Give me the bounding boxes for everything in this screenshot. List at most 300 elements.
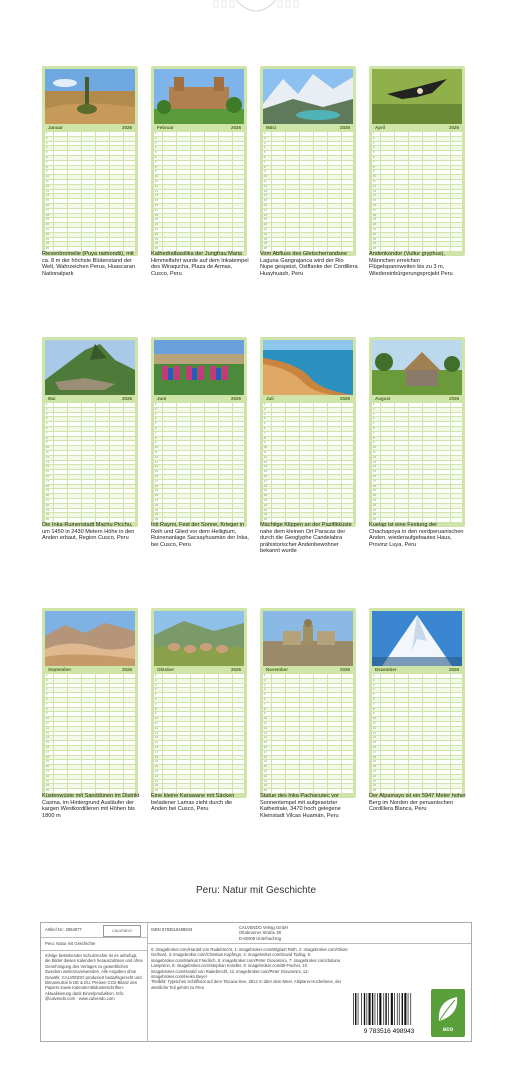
day-row: 23 [45,238,135,243]
day-row: 18 [263,485,353,490]
day-row: 23 [154,509,244,514]
month-header [45,124,135,131]
day-row: 14 [372,194,462,199]
day-row: 22 [263,504,353,509]
day-row: 12 [372,185,462,190]
day-row: 9 [372,441,462,446]
day-row: 11 [45,180,135,185]
month-header [263,124,353,131]
day-row: 21 [372,770,462,775]
day-row: 4 [45,417,135,422]
day-row: 18 [372,214,462,219]
day-row: 2 [372,408,462,413]
day-grid [263,674,353,794]
day-row: 22 [372,233,462,238]
day-row: 21 [263,770,353,775]
day-row: 24 [45,784,135,789]
day-row: 18 [263,756,353,761]
day-row: 21 [45,770,135,775]
day-row: 1 [263,674,353,679]
day-row: 9 [45,712,135,717]
day-row: 24 [263,242,353,247]
day-row: 2 [263,679,353,684]
day-row: 13 [263,461,353,466]
day-row: 8 [45,437,135,442]
day-row: 11 [45,451,135,456]
day-row: 4 [154,417,244,422]
day-row: 12 [263,456,353,461]
day-row: 7 [372,161,462,166]
month-year: 2026 [339,396,350,401]
day-row: 23 [372,780,462,785]
month-year: 2026 [448,396,459,401]
day-row: 11 [45,722,135,727]
day-row: 17 [154,751,244,756]
month-caption: Riesenbromelie (Puya raimondii), mit ca. 8 m der höchste Blütenstand der Welt, Wahrzeichen Perus, Huascaran Nationalpark [42,251,135,277]
day-row: 2 [263,137,353,142]
day-row: 18 [45,756,135,761]
barcode-number: 9 783516 498943 [363,1028,415,1035]
month-card-mai [42,337,138,527]
day-row: 13 [45,190,135,195]
day-row: 24 [154,242,244,247]
day-row: 19 [154,760,244,765]
day-grid [263,403,353,523]
month-name: Mai [48,396,56,401]
day-row: 14 [154,194,244,199]
month-header [372,124,462,131]
day-row: 5 [263,693,353,698]
month-photo [263,69,353,124]
day-row: 21 [45,499,135,504]
day-row: 16 [45,746,135,751]
day-row: 16 [45,475,135,480]
day-row: 6 [263,427,353,432]
day-row: 5 [45,422,135,427]
day-row: 1 [154,132,244,137]
day-row: 15 [154,741,244,746]
day-row: 9 [154,170,244,175]
day-row: 2 [263,408,353,413]
day-row: 11 [372,722,462,727]
day-row: 12 [45,456,135,461]
calendar-title: Peru: Natur mit Geschichte [195,885,317,896]
month-year: 2026 [121,667,132,672]
day-row: 6 [154,427,244,432]
day-row: 15 [45,470,135,475]
day-row: 24 [45,242,135,247]
day-row: 1 [372,674,462,679]
day-row: 1 [45,674,135,679]
day-row: 14 [45,194,135,199]
day-row: 11 [372,451,462,456]
day-row: 23 [372,509,462,514]
day-row: 20 [154,765,244,770]
month-header [372,666,462,673]
day-row: 23 [263,238,353,243]
day-row: 24 [45,513,135,518]
month-name: März [266,125,277,130]
day-row: 11 [154,722,244,727]
day-row: 17 [154,480,244,485]
month-photo [154,611,244,666]
hanger-hole [0,0,512,30]
day-row: 9 [45,170,135,175]
day-row: 15 [154,199,244,204]
day-row: 15 [45,199,135,204]
day-row: 20 [263,765,353,770]
day-row: 2 [154,137,244,142]
day-grid [45,132,135,252]
day-row: 7 [372,432,462,437]
day-row: 24 [263,513,353,518]
publisher-address: CALVENDO Verlag GmbH Ottobrunner Straße 39 D-82008 Unterhaching [239,925,289,941]
day-row: 19 [45,218,135,223]
day-row: 23 [154,238,244,243]
month-year: 2026 [230,667,241,672]
day-row: 16 [154,204,244,209]
month-caption: Andenkondor (Vultur gryphus), Männchen erreichen Flügelspannweiten bis zu 3 m, Wiedereinbürgerungsprojekt Peru [369,251,453,277]
day-row: 23 [372,238,462,243]
day-row: 7 [263,161,353,166]
day-row: 1 [45,132,135,137]
day-row: 24 [372,242,462,247]
month-year: 2026 [339,125,350,130]
day-row: 18 [45,214,135,219]
day-row: 13 [154,461,244,466]
day-row: 6 [263,698,353,703]
day-row: 11 [263,722,353,727]
photo-credits: 0: imagebroker.com/Harald von Radebrecht, 1: imagebroker.com/Wigbert Röth, 2: imagebroker.com/Oliver Gerhard, 3: imagebroker.com/Christian Kapfmgn, 4: imagebroker.com/David Tipling, 5: imagebroker.com/Markus Friedrich, 6: imagebroker.com/Peter Giovannini, 7: imagebroker.com/Juliana Lamprenn, 8: imagebroker.com/Stephan Knödler, 9: imagebroker.com/Bl-Fischer, 10: imagebroker.com/Harald von Radebrecht, 11: imagebroker.com/Peter Giovannini, 12: imagebroker.com/Heiko Beyer Titelbild: Typisches Schilfboot auf dem Titicaca-See, 3812 m über dem Meer, Altiplano-Hochebene, der westliche Teil gehört zu Peru [151,947,348,990]
month-name: Juni [157,396,167,401]
day-row: 4 [45,146,135,151]
month-year: 2026 [121,396,132,401]
day-row: 4 [154,146,244,151]
day-row: 25 [45,247,135,252]
day-row: 15 [45,741,135,746]
day-row: 23 [263,509,353,514]
month-header [45,395,135,402]
day-grid [45,403,135,523]
day-row: 8 [154,166,244,171]
day-grid [263,132,353,252]
day-row: 19 [263,760,353,765]
month-card-januar [42,66,138,256]
day-row: 14 [154,736,244,741]
day-row: 9 [154,441,244,446]
day-row: 13 [45,461,135,466]
day-row: 20 [45,494,135,499]
day-row: 13 [372,732,462,737]
month-name: August [375,396,391,401]
day-row: 12 [372,456,462,461]
day-row: 18 [372,485,462,490]
month-name: Februar [157,125,174,130]
day-row: 17 [372,209,462,214]
month-header [154,666,244,673]
day-row: 22 [45,504,135,509]
day-row: 5 [45,151,135,156]
day-row: 24 [154,513,244,518]
day-row: 16 [154,746,244,751]
day-row: 7 [263,432,353,437]
day-row: 4 [372,688,462,693]
day-row: 11 [154,451,244,456]
month-header [45,666,135,673]
day-row: 23 [45,780,135,785]
day-row: 10 [372,446,462,451]
day-row: 9 [372,712,462,717]
month-card-juni [151,337,247,527]
day-row: 25 [263,518,353,523]
month-header [263,395,353,402]
month-card-februar [151,66,247,256]
day-row: 25 [45,789,135,794]
day-row: 25 [154,518,244,523]
day-row: 10 [45,717,135,722]
month-name: Dezember [375,667,397,672]
day-row: 23 [263,780,353,785]
day-row: 9 [263,441,353,446]
day-row: 10 [154,175,244,180]
day-row: 16 [263,204,353,209]
day-row: 20 [263,223,353,228]
day-row: 2 [45,679,135,684]
day-row: 24 [372,513,462,518]
month-header [263,666,353,673]
day-row: 21 [154,228,244,233]
month-caption: Kathedralbasilika der Jungfrau Maria Himmelfahrt wurde auf dem Inkatempel des Wiraqucha, Plaza de Armas, Cusco, Peru [151,251,249,277]
month-photo [263,340,353,395]
day-row: 7 [154,703,244,708]
day-row: 14 [154,465,244,470]
day-row: 8 [45,708,135,713]
day-row: 3 [372,413,462,418]
day-row: 21 [372,228,462,233]
day-row: 22 [372,504,462,509]
month-year: 2026 [448,125,459,130]
day-row: 12 [45,727,135,732]
day-row: 15 [372,199,462,204]
day-row: 24 [154,784,244,789]
calvendo-logo: CALVENDO [103,925,141,937]
month-name: November [266,667,289,672]
month-year: 2026 [448,667,459,672]
day-grid [45,674,135,794]
day-row: 4 [45,688,135,693]
day-row: 25 [372,247,462,252]
day-row: 17 [263,209,353,214]
day-row: 19 [154,489,244,494]
day-row: 10 [263,717,353,722]
day-row: 14 [372,736,462,741]
day-row: 19 [372,489,462,494]
day-row: 17 [154,209,244,214]
day-row: 9 [154,712,244,717]
day-row: 15 [154,470,244,475]
month-caption: Mächtige Klippen an der Pazifikküste nahe dem kleinen Ort Paracas der durch die Geoglyphe Candelabra prähistorischer Andenbewohner bekannt wurde [260,522,352,555]
day-row: 15 [263,199,353,204]
month-caption: Eine kleine Karawane mit Säcken beladener Lamas zieht durch die Anden bei Cusco, Peru [151,793,235,813]
day-row: 16 [372,475,462,480]
month-card-august [369,337,465,527]
day-row: 15 [263,741,353,746]
day-row: 13 [154,190,244,195]
month-caption: Vom Abfluss des Gletscherrandsee Laguna Gangrajanca wird der Rio Nupe gespeist, Ostflanke der Cordillera Huayhuash, Peru [260,251,358,277]
day-grid [154,403,244,523]
day-row: 13 [263,732,353,737]
day-row: 3 [45,684,135,689]
leaf-icon [431,989,465,1029]
day-row: 4 [154,688,244,693]
month-name: Januar [48,125,63,130]
day-row: 21 [372,499,462,504]
day-row: 12 [154,456,244,461]
day-row: 6 [372,156,462,161]
footer-panel [40,922,472,1042]
month-caption: Inti Raymi, Fest der Sonne, Krieger in Reih und Glied vor dem Heiligtum, Ruinenanlage Sacsayhuamán der Inka, bei Cusco, Peru [151,522,249,548]
day-row: 1 [45,403,135,408]
day-row: 10 [45,446,135,451]
day-row: 13 [372,190,462,195]
month-caption: Der Alpamayo ist ein 5947 Meter hoher Berg im Norden der peruanischen Cordillera Blanca, Peru [369,793,467,813]
day-row: 5 [45,693,135,698]
month-photo [154,340,244,395]
day-row: 16 [372,746,462,751]
day-row: 21 [263,499,353,504]
day-row: 14 [263,194,353,199]
day-row: 5 [372,422,462,427]
month-year: 2026 [230,396,241,401]
day-row: 18 [154,485,244,490]
day-row: 19 [263,489,353,494]
day-row: 4 [372,146,462,151]
day-row: 5 [154,422,244,427]
day-row: 14 [45,736,135,741]
day-row: 19 [372,760,462,765]
day-row: 7 [45,432,135,437]
day-row: 18 [372,756,462,761]
day-row: 12 [154,185,244,190]
day-row: 25 [372,518,462,523]
month-photo [45,340,135,395]
month-name: September [48,667,72,672]
month-caption: Küstenwüste mit Sanddünen im Distrikt Casma, im Hintergrund Ausläufer der kargen Westkordilleren mit Höhen bis 1800 m [42,793,140,819]
month-photo [372,340,462,395]
day-row: 10 [154,446,244,451]
day-row: 23 [45,509,135,514]
day-row: 10 [263,175,353,180]
day-row: 8 [372,166,462,171]
article-number: Artikel Nr.: 2864977 [45,927,82,932]
day-grid [372,132,462,252]
day-row: 5 [372,151,462,156]
day-row: 16 [263,475,353,480]
day-grid [372,674,462,794]
day-row: 23 [154,780,244,785]
day-row: 22 [263,775,353,780]
month-year: 2026 [121,125,132,130]
day-row: 2 [372,679,462,684]
day-row: 7 [154,161,244,166]
day-row: 5 [372,693,462,698]
day-row: 8 [263,437,353,442]
day-row: 14 [263,736,353,741]
day-row: 25 [154,789,244,794]
day-row: 19 [154,218,244,223]
day-row: 22 [372,775,462,780]
day-row: 6 [45,156,135,161]
day-row: 5 [263,151,353,156]
day-row: 19 [45,489,135,494]
day-row: 20 [154,223,244,228]
day-row: 22 [154,233,244,238]
day-row: 4 [372,417,462,422]
day-row: 17 [45,209,135,214]
day-row: 11 [263,451,353,456]
isbn: ISBN 9783516498943 [151,927,193,932]
day-row: 3 [263,684,353,689]
month-photo [154,69,244,124]
day-row: 13 [45,732,135,737]
month-photo [263,611,353,666]
month-photo [45,611,135,666]
day-row: 3 [263,142,353,147]
day-row: 24 [372,784,462,789]
day-row: 12 [372,727,462,732]
day-row: 1 [263,132,353,137]
day-row: 9 [45,441,135,446]
month-card-dezember [369,608,465,798]
day-row: 25 [263,789,353,794]
day-row: 2 [154,408,244,413]
day-row: 12 [263,185,353,190]
day-row: 3 [154,413,244,418]
day-row: 10 [263,446,353,451]
day-row: 6 [45,427,135,432]
day-row: 12 [154,727,244,732]
day-row: 25 [263,247,353,252]
day-row: 11 [263,180,353,185]
day-row: 7 [45,703,135,708]
day-row: 9 [263,712,353,717]
day-row: 12 [45,185,135,190]
day-row: 1 [372,403,462,408]
month-photo [45,69,135,124]
day-row: 17 [263,480,353,485]
day-row: 14 [263,465,353,470]
day-row: 20 [263,494,353,499]
day-row: 12 [263,727,353,732]
month-photo [372,69,462,124]
day-row: 3 [154,142,244,147]
month-card-november [260,608,356,798]
day-row: 17 [372,751,462,756]
day-row: 8 [372,437,462,442]
day-row: 19 [45,760,135,765]
day-row: 6 [263,156,353,161]
day-row: 3 [372,684,462,689]
day-grid [372,403,462,523]
day-row: 18 [263,214,353,219]
footer-title-line: Peru: Natur mit Geschichte [45,941,96,946]
day-row: 3 [45,413,135,418]
day-row: 7 [263,703,353,708]
day-row: 6 [372,427,462,432]
day-row: 18 [154,214,244,219]
day-row: 10 [372,717,462,722]
day-row: 17 [372,480,462,485]
